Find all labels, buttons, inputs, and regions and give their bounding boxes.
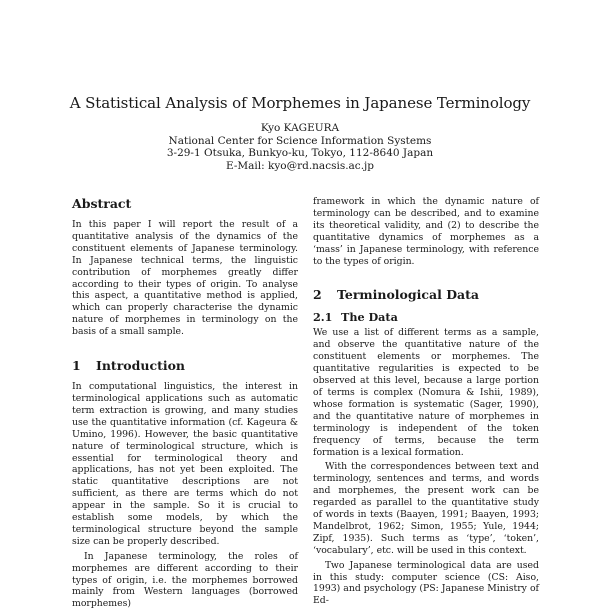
section-1-heading	[72, 358, 298, 373]
right-continuation-paragraph: framework in which the dynamic nature of terminology can be described, and to examine its theoretical validity, and (2) to describe the quantitative dynamics of morphemes as a ‘mass’ in Japanese terminology, with reference to the types of origin.	[313, 196, 539, 267]
abstract-heading	[72, 196, 298, 211]
author-name: Kyo KAGEURA	[260, 122, 340, 134]
author-email: E-Mail: kyo@rd.nacsis.ac.jp	[225, 159, 375, 172]
abstract-heading-text: Abstract	[72, 196, 132, 211]
data-paragraph-3: Two Japanese terminological data are used in this study: computer science (CS: Aiso, 1993) and psychology (PS: Japanese Ministry of Ed-	[313, 559, 539, 607]
section-2-heading	[313, 287, 539, 302]
paper-title: A Statistical Analysis of Morphemes in Japanese Terminology	[69, 94, 531, 112]
subsection-2-1-number: 2.1	[313, 310, 333, 325]
right-column	[313, 196, 539, 607]
subsection-2-1-title: The Data	[341, 310, 398, 325]
data-paragraph-2: With the correspondences between text and terminology, sentences and terms, and words and morphemes, the present work can be regarded as parallel to the quantitative study of words in texts (Baayen, 1991; Baayen, 1993; Mandelbrot, 1962; Simon, 1955; Yule, 1944; Zipf, 1935). Such terms as ‘type’, ‘token’, ‘vocabulary’, etc. will be used in this context.	[313, 461, 539, 556]
intro-paragraph-2: In Japanese terminology, the roles of morphemes are different according to their types of origin, i.e. the morphemes borrowed mainly from Western languages (borrowed morphemes)	[72, 550, 298, 610]
section-1-number: 1	[72, 358, 81, 374]
author-block	[0, 122, 600, 172]
left-column	[72, 196, 298, 610]
data-paragraph-1: We use a list of different terms as a sample, and observe the quantitative nature of the constituent elements or morphemes. The quantitative regularities is expected to be observed at this level, because a large portion of terms is complex (Nomura & Ishii, 1989), whose formation is systematic (Sager, 1990), and the quantitative nature of morphemes in terminology is independent of the token frequency of terms, because the term formation is a lexical formation.	[313, 327, 539, 458]
abstract-text: In this paper I will report the result of a quantitative analysis of the dynamics of the constituent elements of Japanese terminology. In Japanese technical terms, the linguistic contribution of morphemes greatly differ according to their types of origin. To analyse this aspect, a quantitative method is applied, which can properly characterise the dynamic nature of morphemes in terminology on the basis of a small sample.	[72, 219, 298, 338]
section-2-title: Terminological Data	[337, 287, 480, 303]
author-address: 3-29-1 Otsuka, Bunkyo-ku, Tokyo, 112-8640 Japan	[166, 147, 434, 159]
section-2-number: 2	[313, 287, 322, 303]
intro-paragraph-1: In computational linguistics, the interest in terminological applications such as automatic term extraction is growing, and many studies use the quantitative information (cf. Kageura & Umino, 1996). However, the basic quantitative nature of terminological structure, which is essential for terminological theory and applications, has not yet been exploited. The static quantitative descriptions are not sufficient, as there are terms which do not appear in the sample. So it is crucial to establish some models, by which the terminological structure beyond the sample size can be properly described.	[72, 381, 298, 547]
section-1-title: Introduction	[96, 358, 186, 374]
author-affiliation: National Center for Science Information Systems	[168, 134, 432, 147]
subsection-2-1-heading	[313, 310, 539, 324]
